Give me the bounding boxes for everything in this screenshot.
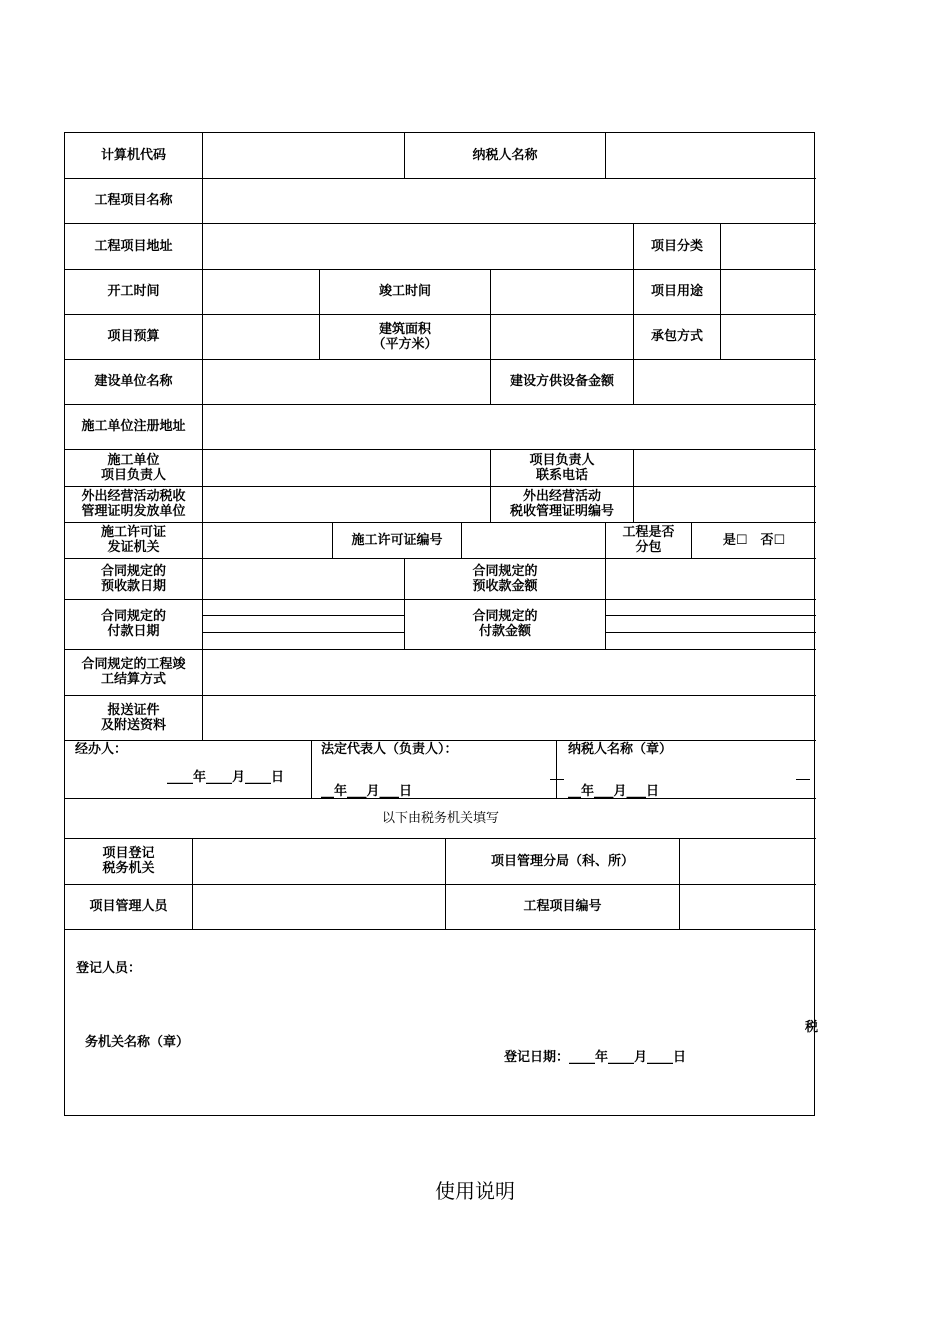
completion-time-field[interactable] <box>491 269 633 314</box>
settlement-method-field[interactable] <box>203 649 816 695</box>
label-project-number: 工程项目编号 <box>523 899 602 914</box>
label-construction-reg-address: 施工单位注册地址 <box>81 419 186 434</box>
label-pay-amount: 合同规定的 付款金额 <box>472 609 538 639</box>
project-address-field[interactable] <box>203 223 633 269</box>
project-use-field[interactable] <box>721 269 816 314</box>
taxpayer-seal-label: 纳税人名称（章） <box>568 742 673 757</box>
label-subcontract: 工程是否 分包 <box>622 525 675 555</box>
label-prepay-date: 合同规定的 预收款日期 <box>100 563 166 594</box>
handler-date: ____年____月____日 <box>167 770 285 785</box>
label-computer-code: 计算机代码 <box>100 148 166 163</box>
label-prepay-amount: 合同规定的 预收款金额 <box>472 563 538 594</box>
taxpayer-name-field[interactable] <box>606 133 816 178</box>
reg-tax-office-field[interactable] <box>193 838 445 884</box>
usage-title: 使用说明 <box>435 1179 515 1203</box>
label-outside-cert-number: 外出经营活动 税收管理证明编号 <box>509 489 614 519</box>
subcontract-checkboxes[interactable]: 是☐ 否☐ <box>722 532 786 548</box>
project-name-field[interactable] <box>203 178 816 223</box>
label-project-use: 项目用途 <box>650 284 703 299</box>
start-time-field[interactable] <box>203 269 319 314</box>
project-registration-form <box>64 132 815 1116</box>
label-project-name: 工程项目名称 <box>94 193 173 208</box>
tax-office-name-label: 务机关名称（章） <box>85 1035 190 1050</box>
outside-cert-issuer-field[interactable] <box>203 486 490 522</box>
prepay-amount-field[interactable] <box>606 558 816 599</box>
permit-issuer-field[interactable] <box>203 522 332 558</box>
project-category-field[interactable] <box>721 223 816 269</box>
label-building-area: 建筑面积 （平方米） <box>372 321 438 352</box>
contract-method-field[interactable] <box>721 314 816 359</box>
builder-unit-name-field[interactable] <box>203 359 490 404</box>
project-number-field[interactable] <box>680 884 816 929</box>
reg-date-label: 登记日期：____年____月____日 <box>504 1050 687 1065</box>
label-project-address: 工程项目地址 <box>94 238 173 254</box>
taxpayer-seal-date: __年___月___日 <box>568 784 660 799</box>
pay-amount-field[interactable] <box>606 599 816 649</box>
label-contract-method: 承包方式 <box>650 329 703 344</box>
label-mgmt-branch: 项目管理分局（科、所） <box>490 853 634 869</box>
head-phone-field[interactable] <box>634 449 816 486</box>
label-pay-date: 合同规定的 付款日期 <box>100 609 166 639</box>
label-head-phone: 项目负责人 联系电话 <box>529 452 595 483</box>
handler-label: 经办人： <box>75 742 128 757</box>
outside-cert-number-field[interactable] <box>634 486 816 522</box>
label-mgmt-staff: 项目管理人员 <box>89 899 168 914</box>
label-project-category: 项目分类 <box>650 238 703 254</box>
label-reg-tax-office: 项目登记 税务机关 <box>102 846 155 876</box>
tax-char: 税 <box>805 1020 819 1035</box>
builder-equipment-amount-field[interactable] <box>634 359 816 404</box>
permit-number-field[interactable] <box>462 522 605 558</box>
attachments-field[interactable] <box>203 695 816 740</box>
label-taxpayer-name: 纳税人名称 <box>472 148 538 163</box>
mgmt-staff-field[interactable] <box>193 884 445 929</box>
construction-reg-address-field[interactable] <box>203 404 816 449</box>
label-start-time: 开工时间 <box>107 284 160 299</box>
label-builder-equipment-amount: 建设方供设备金额 <box>509 374 614 389</box>
prepay-date-field[interactable] <box>203 558 404 599</box>
label-outside-cert-issuer: 外出经营活动税收 管理证明发放单位 <box>81 489 186 519</box>
label-completion-time: 竣工时间 <box>378 284 431 299</box>
tax-office-section-title: 以下由税务机关填写 <box>381 810 499 826</box>
label-construction-unit-head: 施工单位 项目负责人 <box>100 452 166 483</box>
label-permit-number: 施工许可证编号 <box>351 532 443 548</box>
construction-unit-head-field[interactable] <box>203 449 490 486</box>
label-permit-issuer: 施工许可证 发证机关 <box>100 525 166 555</box>
legal-rep-date: __年___月___日 <box>321 784 413 799</box>
pay-date-field[interactable] <box>203 599 404 649</box>
label-attachments: 报送证件 及附送资料 <box>100 702 166 733</box>
label-settlement-method: 合同规定的工程竣 工结算方式 <box>81 657 186 687</box>
computer-code-field[interactable] <box>203 133 404 178</box>
legal-rep-label: 法定代表人（负责人）： <box>321 742 458 757</box>
project-budget-field[interactable] <box>203 314 319 359</box>
mgmt-branch-field[interactable] <box>680 838 816 884</box>
building-area-field[interactable] <box>491 314 633 359</box>
registrar-label: 登记人员： <box>76 961 142 976</box>
label-builder-unit-name: 建设单位名称 <box>94 374 173 389</box>
label-project-budget: 项目预算 <box>107 329 160 344</box>
